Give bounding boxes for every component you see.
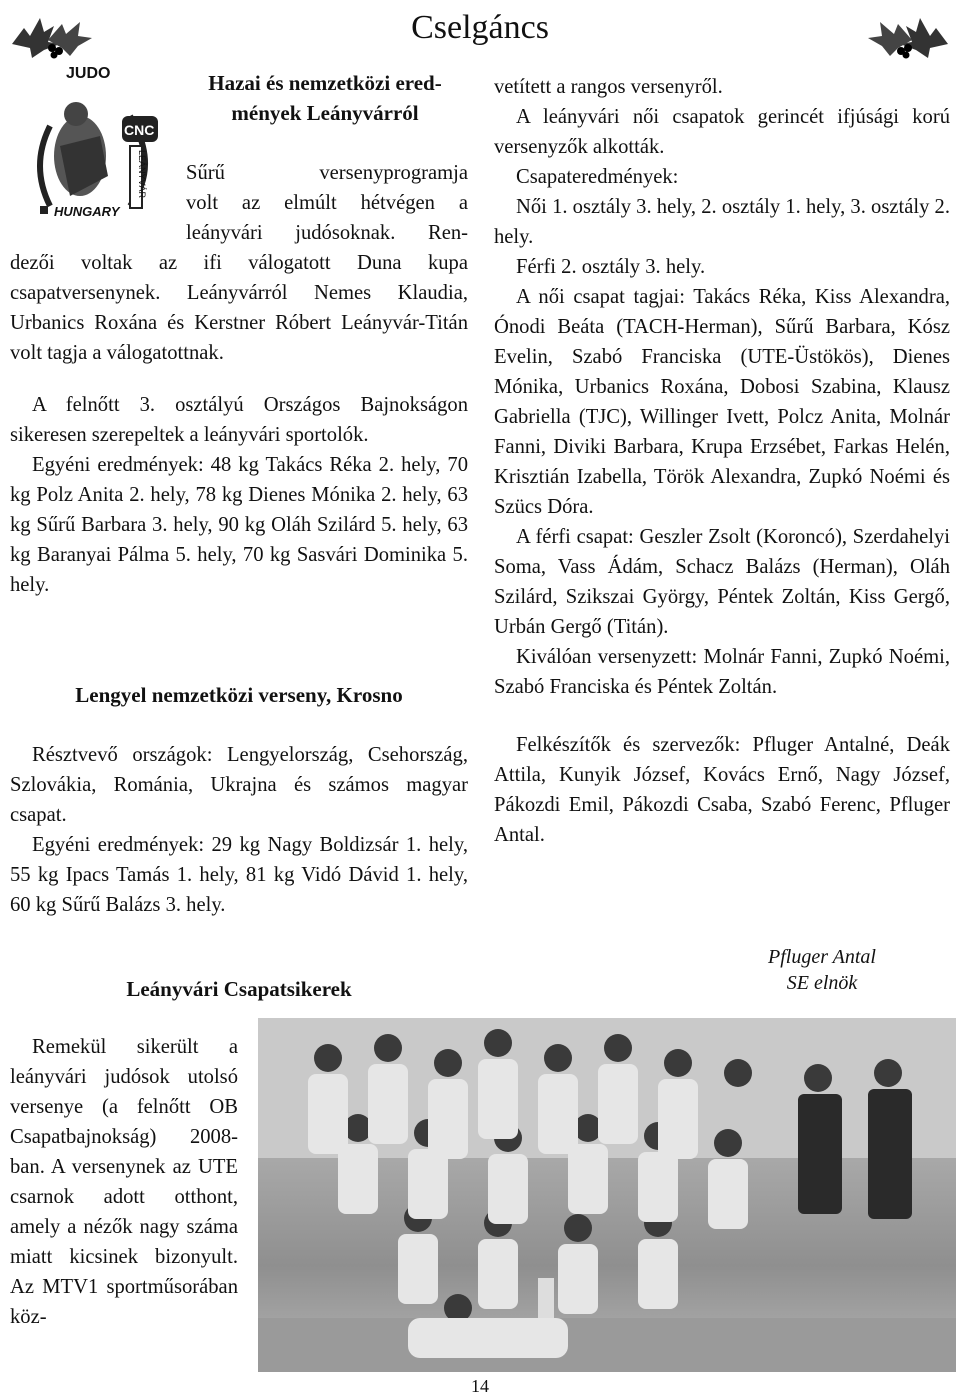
right-p3: Csapateredmények:: [516, 166, 679, 188]
right-p2: A leányvári női csapatok gerincét ifjúsági korú versenyzők alkották.: [494, 106, 950, 158]
article3-para1: Remekül sikerült a leányvári judósok utolsó versenye (a felnőtt OB Csapatbajnokság) 2008-ban. A versenynek az UTE csarnok adott otthont, amely a nézők nagy száma miatt kicsinek bizonyult. Az MTV1 sportműsorában köz-: [10, 1036, 238, 1328]
article2-para2: Egyéni eredmények: 29 kg Nagy Boldizsár 1. hely, 55 kg Ipacs Tamás 1. hely, 81 kg Vidó Dávid 1. hely, 60 kg Sűrű Balázs 3. hely.: [10, 834, 468, 916]
signature-name: Pfluger Antal: [768, 946, 876, 968]
article1-title: [182, 68, 468, 128]
signature: [712, 944, 932, 996]
article1-intro-line: leányvári judósoknak. Ren-: [186, 222, 468, 244]
right-p6: A női csapat tagjai: Takács Réka, Kiss Alexandra, Ónodi Beáta (TACH-Herman), Sűrű Barbara, Kósz Evelin, Szabó Franciska (UTE-Üstökös), Dienes Mónika, Urbanics Roxána, Dobosi Szabina, Klausz Gabriella (TJC), Willinger Ivett, Polcz Anita, Molnár Fanni, Diviki Barbara, Krupa Erzsébet, Farkas Helén, Krisztián Izabella, Török Alexandra, Zupkó Noémi és Szücs Dóra.: [494, 286, 950, 518]
article1-intro-line: Sűrű versenyprogramja: [186, 162, 468, 184]
article3-title: Leányvári Csapatsikerek: [126, 977, 352, 1001]
holly-decoration-icon: [4, 4, 96, 64]
club-logo: [10, 56, 172, 226]
right-p8: Kiválóan versenyzett: Molnár Fanni, Zupkó Noémi, Szabó Franciska és Péntek Zoltán.: [494, 646, 950, 698]
team-photo-image: [258, 1018, 956, 1372]
judo-logo-icon: [10, 56, 172, 226]
article2-para1: Résztvevő országok: Lengyelország, Csehország, Szlovákia, Románia, Ukrajna és számos magyar csapat.: [10, 744, 468, 826]
logo-bottom-text: HUNGARY: [54, 204, 120, 219]
article1-intro: [186, 158, 468, 248]
logo-badge-text: CNC: [124, 122, 155, 138]
right-p7: A férfi csapat: Geszler Zsolt (Koroncó), Szerdahelyi Soma, Vass Ádám, Schacz Balázs (Herman), Oláh Szilárd, Szikszai György, Péntek Zoltán, Kiss Gergő, Urbán Gergő (Titán).: [494, 526, 950, 638]
holly-decoration-icon: [864, 4, 956, 64]
right-p1: vetített a rangos versenyről.: [494, 76, 723, 98]
article1-title-line1: Hazai és nemzetközi ered-: [208, 71, 442, 95]
article2-title: Lengyel nemzetközi verseny, Krosno: [75, 683, 403, 707]
right-p5: Férfi 2. osztály 3. hely.: [516, 256, 706, 278]
page-number: 14: [471, 1376, 489, 1396]
logo-top-text: JUDO: [66, 65, 111, 82]
right-p9: Felkészítők és szervezők: Pfluger Antalné, Deák Attila, Kunyik József, Kovács Ernő, Nagy József, Pákozdi Emil, Pákozdi Csaba, Szabó Ferenc, Pfluger Antal.: [494, 734, 950, 846]
section-title: Cselgáncs: [411, 9, 549, 46]
article1-intro-rest: dezői voltak az ifi válogatott Duna kupa csapatversenynek. Leányvárról Nemes Klaudia, Urbanics Roxána és Kerstner Róbert Leányvár-Titán volt tagja a válogatottnak.: [10, 252, 468, 364]
article1-para2: A felnőtt 3. osztályú Országos Bajnokságon sikeresen szerepeltek a leányvári sportolók.: [10, 394, 468, 446]
signature-title: SE elnök: [786, 972, 858, 994]
article1-title-line2: mények Leányvárról: [231, 101, 419, 125]
right-p4: Női 1. osztály 3. hely, 2. osztály 1. hely, 3. osztály 2. hely.: [494, 196, 950, 248]
team-photo: [258, 1018, 956, 1372]
article1-intro-line: volt az elmúlt hétvégen a: [186, 192, 468, 214]
logo-side-text: LEÁNYVÁR: [137, 150, 147, 199]
article1-para3: Egyéni eredmények: 48 kg Takács Réka 2. hely, 70 kg Polz Anita 2. hely, 78 kg Dienes Mónika 2. hely, 63 kg Sűrű Barbara 3. hely, 90 kg Oláh Szilárd 5. hely, 63 kg Baranyai Pálma 5. hely, 70 kg Sasvári Dominika 5. hely.: [10, 454, 468, 596]
